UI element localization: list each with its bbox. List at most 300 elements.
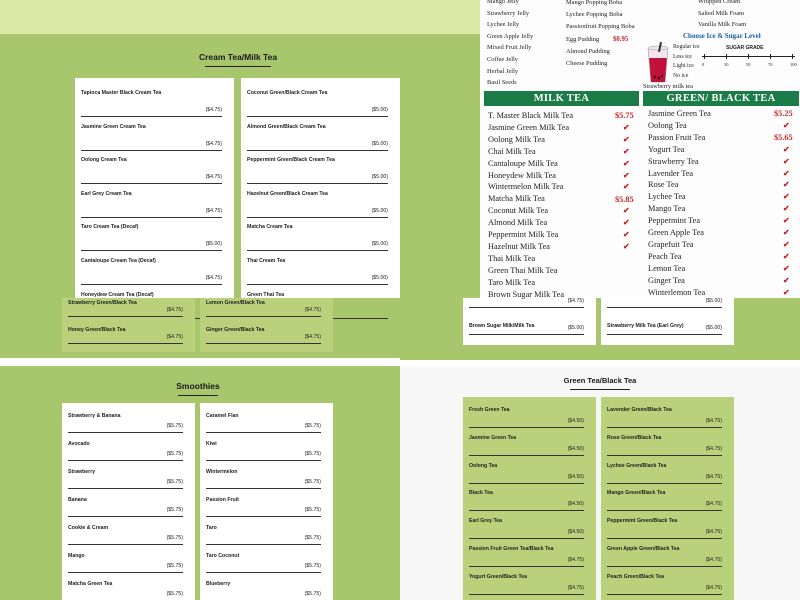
menu-item-price: ($4.50) — [567, 529, 584, 536]
menu-item — [247, 90, 394, 122]
menu-item-name: Taro Cream Tea (Decaf) — [81, 224, 139, 231]
divider-line — [81, 284, 222, 285]
milk-strip-bg — [400, 298, 800, 360]
smoothies-title-text: Smoothies — [176, 381, 220, 391]
check-mark-icon: ✔ — [783, 192, 790, 202]
divider-line — [206, 343, 321, 344]
menu-item — [469, 407, 590, 433]
green-tea-right-card — [601, 397, 734, 600]
divider-line — [206, 488, 321, 489]
menu-item — [68, 327, 189, 352]
menu-drink-item: Lychee Tea — [648, 192, 686, 202]
divider-line — [247, 150, 388, 151]
menu-item — [206, 553, 327, 579]
fruit-tea-right-card — [200, 298, 333, 352]
sugar-tick-label: 30 — [724, 62, 729, 67]
menu-drink-item: Peppermint Tea — [648, 216, 701, 226]
sugar-tick-mark — [770, 54, 771, 59]
menu-item-name: Lavender Green/Black Tea — [607, 407, 672, 413]
divider-line — [68, 343, 183, 344]
menu-text-item: No ice — [673, 72, 689, 79]
menu-item — [469, 435, 590, 461]
menu-drink-item: Coconut Milk Tea — [488, 206, 549, 216]
milk-tea-right-card — [601, 298, 734, 345]
menu-item — [206, 497, 327, 523]
smoothies-right-card — [200, 403, 333, 600]
menu-item-price: ($4.75) — [205, 107, 222, 113]
menu-item-price: ($5.75) — [166, 563, 183, 569]
menu-item-price: ($4.75) — [166, 334, 183, 340]
menu-drink-item: Green Apple Tea — [648, 228, 704, 237]
menu-item-price: ($5.75) — [304, 507, 321, 513]
green-tea-title — [558, 376, 642, 390]
menu-item — [607, 463, 728, 489]
menu-item-name: Cantaloupe Cream Tea (Decaf) — [81, 258, 156, 264]
menu-drink-item: Jasmine Green Tea — [648, 109, 711, 118]
check-mark-icon: ✔ — [623, 241, 630, 251]
menu-item-price: ($4.75) — [304, 307, 321, 313]
divider-line — [206, 572, 321, 573]
menu-item — [81, 124, 228, 156]
menu-item — [68, 441, 189, 467]
menu-item-name: Green Thai Tea — [247, 291, 285, 298]
menu-drink-item: Matcha Milk Tea — [488, 194, 545, 204]
menu-item-name: Caramel Flan — [206, 413, 239, 419]
menu-item — [206, 300, 327, 325]
menu-item-name: Taro Coconut — [206, 553, 240, 559]
menu-item-name: Passion Fruit — [206, 497, 239, 503]
menu-item — [68, 469, 189, 495]
green-black-price-1: $5.25 — [774, 109, 793, 118]
divider-line — [607, 307, 722, 308]
menu-item-price: ($5.75) — [166, 479, 183, 485]
menu-drink-item: Peppermint Milk Tea — [488, 230, 559, 239]
menu-item-name: Wintermelon — [206, 469, 238, 475]
menu-item — [607, 435, 728, 461]
menu-item-price: ($4.75) — [705, 584, 722, 591]
sugar-tick-label: 70 — [768, 62, 773, 67]
menu-item-price: ($4.75) — [205, 275, 222, 281]
menu-drink-item: Strawberry Tea — [648, 156, 699, 166]
divider-line — [247, 284, 388, 285]
milk-tea-price-1: $5.75 — [615, 111, 634, 120]
menu-item-price: ($5.75) — [166, 591, 183, 597]
menu-text-item: Strawberry Jelly — [487, 9, 530, 17]
menu-item-price: ($4.75) — [205, 207, 222, 214]
menu-item — [68, 413, 189, 439]
divider-line — [206, 460, 321, 461]
menu-text-item: Passionfruit Popping Boba — [566, 23, 635, 31]
menu-item-name: Thai Cream Tea — [247, 258, 286, 264]
menu-drink-item: T. Master Black Milk Tea — [488, 111, 574, 120]
menu-text-item: Herbal Jelly — [487, 67, 519, 75]
green-black-tea-header: GREEN/ BLACK TEA — [643, 91, 799, 106]
menu-item-price: ($4.75) — [304, 334, 321, 340]
menu-item — [469, 518, 590, 544]
menu-item-name: Jasmine Green Cream Tea — [81, 123, 146, 130]
divider-line — [607, 427, 722, 428]
menu-item — [247, 224, 394, 256]
menu-item-name: Yogurt Green/Black Tea — [469, 573, 528, 580]
menu-item-name: Strawberry Green/Black Tea — [68, 300, 137, 306]
check-mark-icon: ✔ — [783, 204, 790, 214]
sugar-tick-mark — [726, 54, 727, 59]
menu-drink-item: Winterlemon Tea — [648, 287, 706, 297]
menu-item-name: Oolong Cream Tea — [81, 157, 127, 164]
menu-drink-item: Cantaloupe Milk Tea — [488, 158, 558, 168]
menu-item-name: Passion Fruit Green Tea/Black Tea — [469, 546, 554, 552]
menu-text-item: Mango Popping Boba — [566, 0, 623, 6]
green-tea-left-card — [463, 397, 596, 600]
menu-text-item: Light ice — [673, 63, 694, 70]
menu-item-name: Avocado — [68, 441, 90, 447]
check-mark-icon: ✔ — [783, 168, 790, 178]
menu-item — [206, 327, 327, 352]
menu-item — [469, 323, 590, 348]
menu-item — [607, 407, 728, 433]
menu-item-name: Honey Green/Black Tea — [68, 327, 126, 333]
menu-drink-item: Green Thai Milk Tea — [488, 265, 558, 275]
menu-item-name: Peppermint Green/Black Tea — [607, 518, 678, 525]
boba-cup-image — [646, 42, 670, 84]
green-tea-section-bg — [400, 366, 800, 600]
menu-item-name: Lychee Green/Black Tea — [607, 462, 667, 469]
check-mark-icon: ✔ — [783, 228, 790, 237]
menu-item — [206, 525, 327, 551]
menu-drink-item: Jasmine Green Milk Tea — [488, 122, 570, 132]
menu-item-name: Earl Grey Tea — [469, 518, 503, 525]
cream-tea-title-text: Cream Tea/Milk Tea — [198, 52, 278, 62]
divider-line — [68, 516, 183, 517]
divider-line — [469, 455, 584, 456]
sugar-tick-label: 50 — [746, 62, 751, 67]
menu-item — [469, 296, 590, 321]
menu-item — [469, 490, 590, 516]
menu-drink-item: Wintermelon Milk Tea — [488, 182, 564, 192]
menu-item — [247, 157, 394, 189]
menu-text-item: Almond Pudding — [566, 47, 610, 55]
divider-line — [469, 483, 584, 484]
sugar-tick-mark — [748, 54, 749, 59]
check-mark-icon: ✔ — [783, 216, 790, 226]
menu-item — [469, 546, 590, 572]
divider-line — [469, 538, 584, 539]
cream-tea-left-card — [75, 78, 234, 298]
menu-text-item: Less ice — [673, 53, 692, 60]
menu-item — [607, 296, 728, 321]
menu-item-name: Mango Green/Black Tea — [607, 490, 666, 497]
divider-line — [607, 566, 722, 567]
menu-item-price: ($4.75) — [205, 140, 222, 147]
menu-drink-item: Oolong Tea — [648, 120, 687, 130]
menu-text-item: Basil Seeds — [487, 79, 517, 87]
menu-item — [206, 581, 327, 600]
cream-tea-title — [188, 52, 288, 67]
menu-drink-item: Lavender Tea — [648, 168, 694, 178]
menu-item-name: Ginger Green/Black Tea — [206, 327, 265, 333]
divider-line — [469, 307, 584, 308]
menu-drink-item: Brown Sugar Milk Tea — [488, 289, 565, 299]
menu-item-name: Taro — [206, 525, 217, 531]
milk-tea-left-card — [463, 298, 596, 345]
check-mark-icon: ✔ — [623, 122, 630, 132]
menu-item — [81, 90, 228, 122]
menu-drink-item: Rose Tea — [648, 180, 679, 190]
top-banner-band — [0, 0, 480, 34]
menu-drink-item: Yogurt Tea — [648, 144, 685, 154]
check-mark-icon: ✔ — [623, 158, 630, 168]
menu-item-name: Fresh Green Tea — [469, 407, 510, 413]
check-mark-icon: ✔ — [623, 218, 630, 228]
menu-item-price: ($5.00) — [371, 207, 388, 214]
divider-line — [607, 594, 722, 595]
check-mark-icon: ✔ — [783, 156, 790, 166]
menu-item-name: Oolong Tea — [469, 462, 498, 469]
menu-item-price: ($5.00) — [371, 140, 388, 147]
menu-item-price: ($5.00) — [371, 275, 388, 281]
menu-item-name: Strawberry — [68, 469, 96, 475]
menu-item-price: ($4.75) — [705, 501, 722, 508]
menu-item-price: ($4.50) — [567, 473, 584, 480]
menu-drink-item: Oolong Milk Tea — [488, 134, 545, 144]
menu-item-name: Lemon Green/Black Tea — [206, 300, 265, 306]
menu-drink-item: Chai Milk Tea — [488, 146, 536, 156]
menu-drink-item: Taro Milk Tea — [488, 277, 536, 287]
menu-item-price: ($5.00) — [371, 241, 388, 248]
menu-item-name: Peach Green/Black Tea — [607, 573, 664, 580]
menu-item — [68, 581, 189, 600]
menu-item — [81, 224, 228, 256]
divider-line — [469, 510, 584, 511]
menu-drink-item: Thai Milk Tea — [488, 253, 536, 263]
sugar-tick-mark — [792, 54, 793, 59]
divider-line — [81, 150, 222, 151]
boba-price: $0.95 — [613, 36, 629, 43]
divider-line — [206, 544, 321, 545]
menu-item-price: ($5.75) — [166, 451, 183, 457]
check-mark-icon: ✔ — [623, 146, 630, 156]
divider-line — [206, 316, 321, 317]
menu-item-name: Rose Green/Black Tea — [607, 434, 662, 441]
menu-drink-item: Ginger Tea — [648, 275, 685, 285]
menu-item-price: ($4.75) — [567, 584, 584, 591]
menu-text-item: Mixed Fruit Jelly — [487, 44, 532, 52]
divider-line — [206, 516, 321, 517]
check-mark-icon: ✔ — [783, 263, 790, 273]
menu-item-name: Matcha Cream Tea — [247, 224, 293, 231]
menu-item-name: Coconut Green/Black Cream Tea — [247, 90, 328, 96]
menu-item — [81, 191, 228, 223]
menu-item-name: Cookie & Cream — [68, 525, 109, 531]
menu-item-price: ($4.75) — [705, 418, 722, 424]
menu-item-price: ($4.75) — [567, 557, 584, 563]
menu-item-name: Peppermint Green/Black Cream Tea — [247, 157, 335, 164]
menu-item-name: Hazelnut Green/Black Cream Tea — [247, 190, 328, 197]
check-mark-icon: ✔ — [783, 120, 790, 130]
title-underline — [178, 395, 218, 396]
menu-text-item: Salted Milk Foam — [698, 9, 745, 17]
menu-item-price: ($5.00) — [205, 241, 222, 248]
menu-item-name: Jasmine Green Tea — [469, 434, 517, 441]
menu-item — [206, 441, 327, 467]
divider-line — [81, 116, 222, 117]
menu-item-price: ($5.75) — [304, 479, 321, 485]
title-underline — [205, 66, 271, 67]
divider-line — [68, 460, 183, 461]
divider-line — [469, 594, 584, 595]
menu-item-name: Strawberry & Banana — [68, 413, 121, 419]
divider-line — [247, 116, 388, 117]
check-mark-icon: ✔ — [623, 134, 630, 144]
menu-drink-item: Passion Fruit Tea — [648, 132, 706, 142]
check-mark-icon: ✔ — [623, 170, 630, 180]
sugar-grade-title: SUGAR GRADE — [726, 45, 764, 51]
menu-item-price: ($4.50) — [567, 445, 584, 452]
menu-text-item: Vanilla Milk Foam — [698, 21, 747, 29]
menu-item-price: ($5.00) — [371, 107, 388, 113]
menu-item-price: ($5.75) — [304, 423, 321, 429]
check-mark-icon: ✔ — [783, 144, 790, 154]
menu-text-item: Regular ice — [673, 44, 700, 50]
menu-item-price: ($5.75) — [304, 535, 321, 541]
menu-item — [68, 553, 189, 579]
divider-line — [607, 334, 722, 335]
menu-drink-item: Hazelnut Milk Tea — [488, 241, 550, 251]
menu-item-name: Earl Grey Cream Tea — [81, 190, 132, 197]
menu-item-name: Almond Green/Black Cream Tea — [247, 123, 326, 130]
cream-tea-right-card — [241, 78, 400, 298]
menu-item-price: ($5.75) — [166, 423, 183, 429]
menu-item-name: Kiwi — [206, 441, 217, 447]
milk-tea-price-2: $5.85 — [615, 195, 634, 204]
printed-menu — [480, 0, 800, 298]
menu-drink-item: Lemon Tea — [648, 263, 686, 273]
menu-item — [607, 546, 728, 572]
menu-item-price: ($4.50) — [567, 501, 584, 508]
ice-sugar-title: Choose Ice & Sugar Level — [683, 32, 761, 40]
menu-item-name: Mango — [68, 553, 85, 559]
sugar-tick-mark — [704, 54, 705, 59]
check-mark-icon: ✔ — [623, 182, 630, 192]
menu-item — [607, 574, 728, 600]
divider-line — [81, 217, 222, 218]
menu-drink-item: Honeydew Milk Tea — [488, 170, 556, 180]
divider-line — [68, 544, 183, 545]
divider-line — [68, 488, 183, 489]
divider-line — [607, 538, 722, 539]
menu-item-name: Matcha Green Tea — [68, 581, 113, 587]
menu-text-item: Egg Pudding — [566, 35, 600, 43]
divider-line — [607, 510, 722, 511]
menu-item-price: ($5.00) — [567, 325, 584, 331]
divider-line — [81, 183, 222, 184]
menu-item-price: ($5.00) — [705, 325, 722, 331]
check-mark-icon: ✔ — [783, 287, 790, 297]
smoothies-title — [168, 381, 228, 396]
cup-caption: Strawberry milk tea — [643, 83, 694, 90]
menu-item-name: Honeydew Cream Tea (Decaf) — [81, 291, 154, 298]
menu-drink-item: Almond Milk Tea — [488, 218, 548, 228]
menu-item — [247, 124, 394, 156]
menu-item-price: ($5.75) — [304, 451, 321, 457]
menu-item-price: ($4.75) — [705, 473, 722, 480]
divider-line — [247, 250, 388, 251]
menu-item-price: ($4.75) — [705, 445, 722, 452]
divider-line — [206, 432, 321, 433]
menu-item-price: ($4.75) — [166, 307, 183, 313]
cream-tea-section-bg — [0, 34, 480, 298]
sugar-tick-label: 100 — [790, 62, 797, 67]
menu-text-item: Lychee Jelly — [487, 21, 520, 29]
divider-line — [469, 427, 584, 428]
menu-drink-item: Grapefuit Tea — [648, 239, 694, 249]
divider-line — [607, 455, 722, 456]
menu-text-item: Cheese Pudding — [566, 60, 608, 67]
menu-item — [469, 574, 590, 600]
menu-item — [607, 518, 728, 544]
menu-item — [206, 413, 327, 439]
title-underline — [570, 389, 630, 390]
menu-item-name: Banana — [68, 497, 87, 503]
menu-item-price: ($4.50) — [567, 418, 584, 424]
menu-item-price: ($5.75) — [304, 591, 321, 597]
divider-line — [247, 183, 388, 184]
divider-line — [469, 334, 584, 335]
fruit-tea-left-card — [62, 298, 195, 352]
menu-drink-item: Mango Tea — [648, 204, 686, 214]
check-mark-icon: ✔ — [783, 251, 790, 261]
menu-item — [68, 497, 189, 523]
milk-tea-header: MILK TEA — [484, 91, 639, 106]
menu-item — [247, 258, 394, 290]
menu-item — [81, 258, 228, 290]
menu-item-price: ($5.00) — [371, 174, 388, 181]
menu-text-item: Mango Jelly — [487, 0, 519, 5]
divider-line — [247, 217, 388, 218]
menu-text-item: Coffee Jelly — [487, 56, 518, 63]
divider-line — [81, 250, 222, 251]
menu-item-name: Black Tea — [469, 490, 493, 497]
menu-item — [68, 525, 189, 551]
menu-item — [206, 469, 327, 495]
menu-item-price: ($4.75) — [205, 174, 222, 181]
menu-item-name: Strawberry Milk Tea (Earl Grey) — [607, 323, 684, 329]
menu-item — [81, 157, 228, 189]
divider-line — [68, 572, 183, 573]
menu-item-price: ($5.75) — [166, 507, 183, 513]
menu-item — [607, 490, 728, 516]
menu-text-item: Whipped Cream — [698, 0, 741, 5]
menu-item-name: Brown Sugar Milk/Milk Tea — [469, 323, 535, 329]
divider-line — [469, 566, 584, 567]
menu-drink-item: Peach Tea — [648, 251, 682, 261]
menu-item — [469, 463, 590, 489]
check-mark-icon: ✔ — [783, 275, 790, 285]
divider-line — [607, 483, 722, 484]
menu-item-name: Green Apple Green/Black Tea — [607, 546, 680, 552]
menu-item-price: ($5.00) — [705, 298, 722, 304]
menu-item — [607, 323, 728, 348]
smoothies-left-card — [62, 403, 195, 600]
check-mark-icon: ✔ — [783, 180, 790, 190]
menu-item — [68, 300, 189, 325]
menu-text-item: Green Apple Jelly — [487, 32, 534, 40]
green-black-price-2: $5.65 — [774, 133, 793, 142]
menu-item-price: ($4.75) — [567, 298, 584, 304]
check-mark-icon: ✔ — [623, 206, 630, 216]
sugar-tick-label: 0 — [702, 62, 705, 67]
menu-item-price: ($4.75) — [705, 529, 722, 536]
